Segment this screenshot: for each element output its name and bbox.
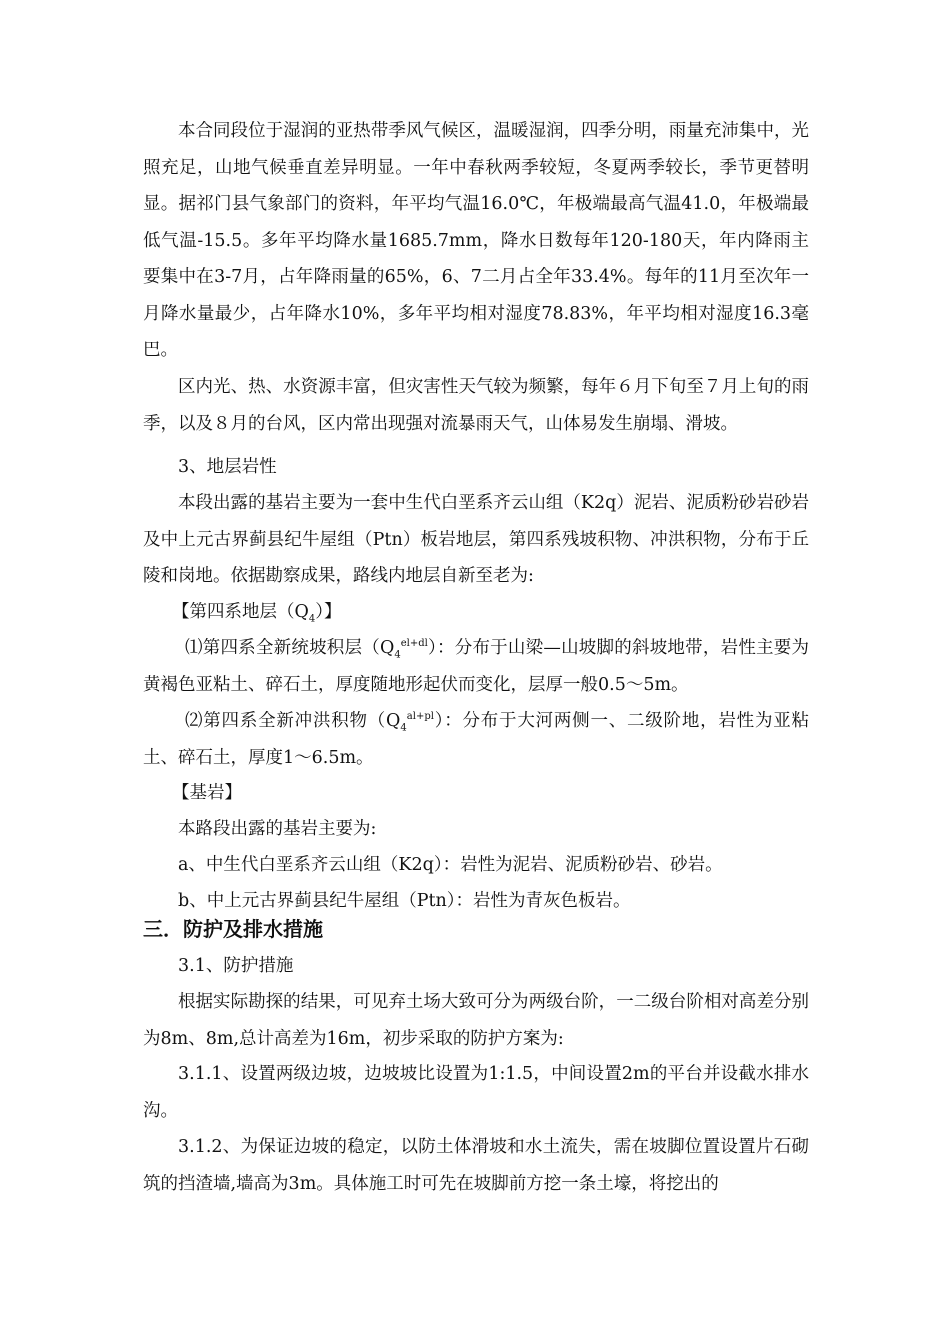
bedrock-item-a: a、中生代白垩系齐云山组（K2q）：岩性为泥岩、泥质粉砂岩、砂岩。	[178, 855, 723, 875]
bedrock-heading: 【基岩】	[172, 783, 242, 803]
climate-paragraph: 本合同段位于湿润的亚热带季风气候区，温暖湿润，四季分明，雨量充沛集中，光照充足，山地气候垂直差异明显。一年中春秋两季较短，冬夏两季较长，季节更替明显。据祁门县气象部门的资料，年平均气温16.0℃，年极端最高气温41.0，年极端最低气温-15.5。多年平均降水量1685.7mm，降水日数每年120-180天，年内降雨主要集中在3-7月，占年降雨量的65%，6、7二月占全年33.4%。每年的11月至次年一月降水量最少，占年降水10%，多年平均相对湿度78.83%，年平均相对湿度16.3毫巴。	[143, 121, 809, 360]
weather-hazard-paragraph: 区内光、热、水资源丰富，但灾害性天气较为频繁，每年６月下旬至７月上旬的雨季，以及８月的台风，区内常出现强对流暴雨天气，山体易发生崩塌、滑坡。	[143, 377, 809, 434]
quaternary-alluvial-paragraph: ⑵第四系全新冲洪积物$(Q_4^{al+pl})$：分布于大河两侧一、二级阶地，岩性为亚粘土、碎石土，厚度1～6.5m。	[143, 711, 809, 768]
slope-design-paragraph: 3.1.1、设置两级边坡，边坡坡比设置为1:1.5，中间设置2m的平台并设截水排水沟。	[143, 1064, 809, 1121]
survey-result-paragraph: 根据实际勘探的结果，可见弃土场大致可分为两级台阶，一二级台阶相对高差分别为8m、8m,总计高差为16m，初步采取的防护方案为:	[143, 992, 809, 1049]
retaining-wall-paragraph: 3.1.2、为保证边坡的稳定，以防土体滑坡和水土流失，需在坡脚位置设置片石砌筑的挡渣墙,墙高为3m。具体施工时可先在坡脚前方挖一条土壕，将挖出的	[143, 1137, 809, 1194]
bedrock-overview-paragraph: 本段出露的基岩主要为一套中生代白垩系齐云山组（K2q）泥岩、泥质粉砂岩砂岩及中上元古界蓟县纪牛屋组（Ptn）板岩地层，第四系残坡积物、冲洪积物，分布于丘陵和岗地。依据勘察成果，路线内地层自新至老为:	[143, 493, 809, 586]
quaternary-heading: 【第四系地层$(Q_4)$】	[172, 602, 342, 625]
stratigraphy-subheading: 3、地层岩性	[178, 457, 277, 477]
protection-measures-subheading: 3.1、防护措施	[178, 956, 294, 976]
quaternary-slope-deposit-paragraph: ⑴第四系全新统坡积层$(Q_4^{el+dl})$：分布于山梁—山坡脚的斜坡地带，岩性主要为黄褐色亚粘土、碎石土，厚度随地形起伏而变化，层厚一般0.5～5m。	[143, 638, 809, 695]
bedrock-intro: 本路段出露的基岩主要为:	[178, 819, 377, 839]
bedrock-item-b: b、中上元古界蓟县纪牛屋组（Ptn）：岩性为青灰色板岩。	[178, 891, 631, 911]
section-heading-protection-drainage: 三．防护及排水措施	[143, 917, 323, 941]
